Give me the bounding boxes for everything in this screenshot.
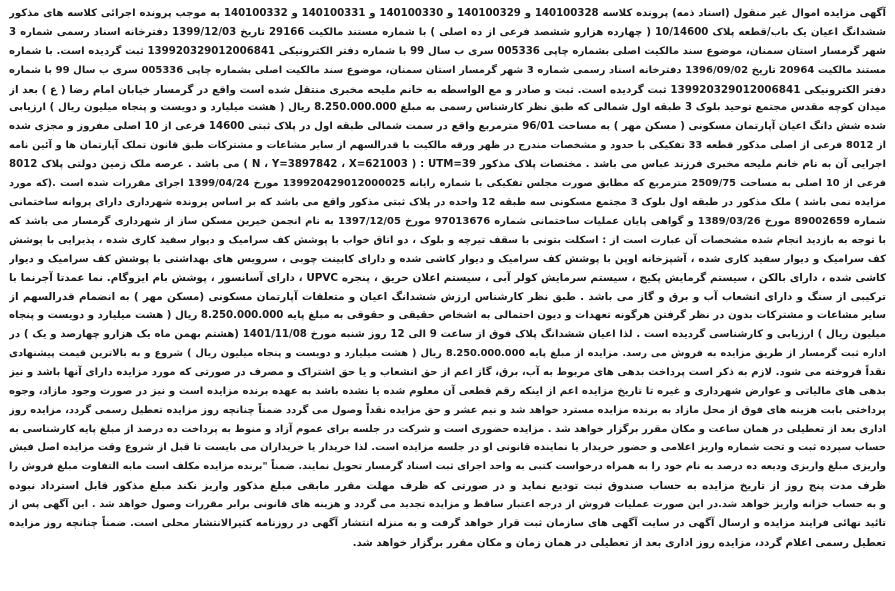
notice-line: واریزی مبلغ واریزی ودیعه ده درصد به نام خود را به همراه درخواست کتبی به واحد اجرای ثبت اسناد گرمسار تحویل نمایند. ضمناً "برنده مزایده مکلف است مابه التفاوت مبلغ فروش را: [9, 461, 886, 473]
notice-line: تائید نهائی فرایند مزایده و ارسال آگهی در سایت آگهی های سازمان ثبت قرار خواهد گرفت و به منزله انتشار آگهی در روزنامه کثیرالانتشار محلی است. ضمناً چنانچه روز مزایده: [9, 518, 886, 530]
notice-line: بدهی های مالیاتی و عوارض شهرداری و غیره تا تاریخ مزایده اعم از اینکه رقم قطعی آن معلوم شده یا نشده باشد به عهده برنده مزایده است و نیز در صورت وجود مازاد، وجوه: [9, 385, 886, 397]
notice-line: فرعی از 10 اصلی به مساحت 2509/75 مترمربع که مطابق صورت مجلس تفکیکی با شماره رایانه 139920429012000025 مورخ 1399/04/24 اجرای مقررات شده است .(که مورد: [9, 178, 886, 190]
notice-line: از 8012 فرعی از اصلی مذکور قطعه 33 تفکیکی با حدود و مشخصات مندرج در ظهر ورقه مالکیت با قدرالسهم از سایر مشاعات و مشترکات طبق قانون تملک آپارتمان ها و آئین نامه: [9, 140, 886, 152]
notice-line: نقداً فروخته می شود. لازم به ذکر است پرداخت بدهی های مربوط به آب، برق، گاز اعم از حق انشعاب و یا حق اشتراک و مصرف در صورتی که مورد مزایده دارای آنها باشد و نیز: [9, 366, 886, 378]
notice-line: با توجه به بازدید انجام شده مشخصات آن عبارت است از : اسکلت بتونی با سقف تیرچه و بلوک ، دو اتاق خواب با پوشش کف سرامیک و دیوار سفید کاری شده ، پذیرایی با پوشش: [9, 234, 886, 246]
notice-line: شهر گرمسار استان سمنان، موضوع سند مالکیت اصلی بشماره چاپی 005336 سری ب سال 99 با شماره دفتر الکترونیکی 139920329012006841 ثبت گردیده است. با شماره: [9, 45, 886, 57]
notice-line: کف سرامیک و دیوار سفید کاری شده ، آشپزخانه اوپن با پوشش کف سرامیک و دیوار کاشی شده و دارای کابینت چوبی ، سرویس های بهداشتی با پوشش کف سرامیک و دیوار: [9, 253, 886, 265]
notice-line: مزایده نمی باشد ) ملک مذکور در طبقه اول بلوک 3 مجتمع مسکونی سه طبقه 12 واحده در پلاک ثبتی مذکور واقع می باشد که بر اساس پرونده شهرداری دارای پروانه ساختمانی: [9, 196, 886, 208]
notice-line: پرداختی بابت هزینه های فوق از محل مازاد به برنده مزایده مسترد خواهد شد و نیم عشر و حق مزایده نقداً وصول می گردد ضمناً چنانچه روز مزایده تعطیل رسمی گردد، مزایده روز: [9, 404, 886, 416]
notice-line: ترکیبی از سنگ و دارای انشعاب آب و برق و گاز می باشد . طبق نظر کارشناس ارزش ششدانگ اعیان و متعلقات آپارتمان مسکونی (مسکن مهر ) به انضمام قدرالسهم از: [9, 291, 886, 304]
notice-line: شماره 89002659 مورخ 1389/03/26 و گواهی پایان عملیات ساختمانی شماره 97013676 مورخ 1397/12/05 به نام انجمن خیرین مسکن ساز از شهرداری گرمسار می باشد که: [9, 215, 886, 227]
notice-line: ششدانگ اعیان یک باب/قطعه پلاک 10/14600 ( چهارده هزارو ششصد فرعی از ده اصلی ) با شماره مستند مالکیت 29166 تاریخ 1399/12/03 دفترخانه اسناد رسمی شماره 3: [9, 26, 886, 38]
notice-line: ظرف مدت پنج روز از تاریخ مزایده به حساب صندوق ثبت تودیع نماید و در صورتی که ظرف مهلت مقرر مابقی مبلغ مذکور واریز نکند مبلغ مذکور قابل استرداد نبوده: [9, 480, 886, 493]
notice-line: میدان کوچه مقدس مجتمع توحید بلوک 3 طبقه اول شمالی که طبق نظر کارشناس رسمی به مبلغ 8.250.000.000 ریال ( هشت میلیارد و دویست و پنجاه میلیون ریال ) ارزیابی: [9, 102, 886, 114]
notice-line: شده شش دانگ اعیان آپارتمان مسکونی ( مسکن مهر ) به مساحت 96/01 مترمربع واقع در سمت شمالی طبقه اول در پلاک ثبتی 14600 فرعی از 10 اصلی مفروز و مجزی شده: [9, 121, 886, 133]
notice-line: اداری بعد از تعطیلی در همان ساعت و مکان مقرر برگزار خواهد شد . مزایده حضوری است و شرکت در جلسه برای عموم آزاد و منوط به پرداخت ده درصد از مبلغ پایه کارشناسی به: [9, 423, 886, 435]
notice-line: سایر مشاعات و مشترکات بدون در نظر گرفتن هرگونه تعهدات و دیون احتمالی به اشخاص حقیقی و حقوقی به مبلغ پایه 8.250.000.000 ریال ( هشت میلیارد و دویست و پنجاه: [9, 310, 886, 322]
notice-line: کاشی شده ، دارای بالکن ، سیستم گرمایش پکیج ، سیستم سرمایش کولر آبی ، سیستم اعلان حریق ، پنجره UPVC ، دارای آسانسور ، پوشش بام ایزوگام. نما عمدتا آجرنما با: [9, 272, 886, 285]
notice-line: و به حساب خزانه واریز خواهد شد.در این صورت عملیات فروش از درجه اعتبار ساقط و مزایده تجدید می گردد و هزینه های قانونی برابر مقررات وصول خواهد شد . این آگهی پس از: [9, 499, 886, 511]
notice-line: اجرایی آن به نام خانم ملیحه مخبری فرزند عباس می باشد . مختصات پلاک مذکور 39=N ، Y=3897842 ، X=621003 ) : UTM ) می باشد . عرصه ملک زمین دولتی پلاک 8012: [9, 159, 886, 171]
notice-line: میلیون ریال ) ارزیابی و کارشناسی گردیده است . لذا اعیان ششدانگ پلاک فوق از ساعت 9 الی 12 روز شنبه مورخ 1401/11/08 (هشتم بهمن ماه یک هزارو چهارصد و یک ) در: [9, 329, 886, 341]
notice-line: تعطیل رسمی اعلام گردد، مزایده روز اداری بعد از تعطیلی در همان زمان و مکان مقرر برگزار خواهد شد.: [352, 536, 886, 549]
notice-line: اداره ثبت گرمسار از طریق مزایده به فروش می رسد. مزایده از مبلغ پایه 8.250.000.000 ریال ( هشت میلیارد و دویست و پنجاه میلیون ریال ) شروع و به بالاترین قیمت پیشنهادی: [9, 348, 886, 360]
notice-line: حساب سپرده ثبت و تحت شماره واریز اعلامی و حضور خریدار یا نماینده قانونی او در جلسه مزایده است. لذا خریدار یا خریداران می بایست تا قبل از شروع وقت مزایده اصل فیش: [9, 442, 886, 454]
notice-line: دفتر الکترونیکی 139920329012006841 ثبت گردیده است. ثبت و صادر و مع الواسطه به خانم ملیحه مخبری منتقل شده است واقع در گرمسار خیابان امام رضا ( ع ) بعد از: [9, 83, 886, 96]
notice-line: مستند مالکیت 20964 تاریخ 1396/09/02 دفترخانه اسناد رسمی شماره 3 شهر گرمسار استان سمنان، موضوع سند مالکیت اصلی بشماره چاپی 005336 سری ب سال 99 با شماره: [9, 64, 886, 76]
notice-line: آگهی مزایده اموال غیر منقول (اسناد ذمه) پرونده کلاسه 140100328 و 140100329 و 140100330 و 140100331 و 140100332 به موجب پرونده اجرائی کلاسه های مذکور: [9, 8, 886, 19]
